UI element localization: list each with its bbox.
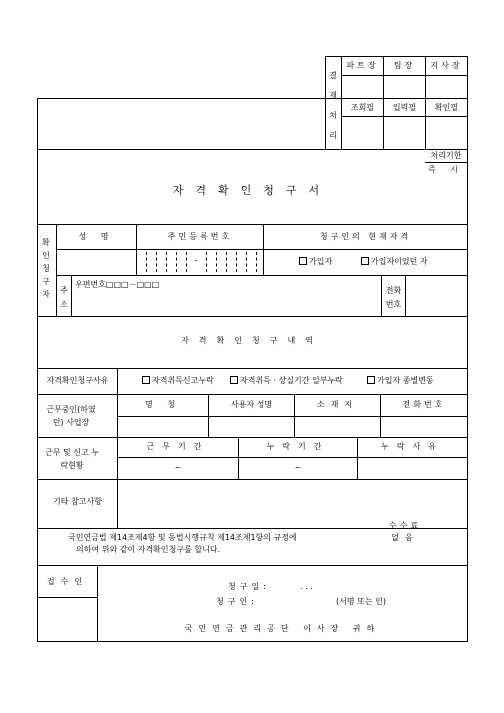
omission-label: 근무 및 신고 누락현황 xyxy=(45,448,99,470)
approval-part-leader: 파트장 xyxy=(346,61,379,70)
work-period-dash: ~ xyxy=(174,463,182,472)
rrn-dash: - xyxy=(194,256,198,265)
claim-date-label: 청구일: xyxy=(228,582,270,591)
omission-col-omitted-period: 누락기간 xyxy=(266,442,330,451)
name-label: 성 명 xyxy=(78,232,115,241)
approval-label: 결재처리 xyxy=(329,71,337,140)
checkbox[interactable] xyxy=(361,257,369,265)
claim-date-value[interactable]: . . . xyxy=(300,582,313,591)
deadline-label: 처리기한 xyxy=(430,151,462,160)
statement-line-2: 의하여 위와 같이 자격확인청구를 합니다. xyxy=(76,545,221,554)
checkbox[interactable] xyxy=(230,376,238,384)
current-status-label: 청구인의 현재자격 xyxy=(319,232,412,241)
workplace-label: 근무중인(하였던) 사업장 xyxy=(46,405,96,427)
approval-team-leader: 팀장 xyxy=(393,61,416,70)
phone-label: 전화번호 xyxy=(385,286,402,309)
checkbox[interactable] xyxy=(367,376,375,384)
omission-col-reason: 누락사유 xyxy=(381,442,444,451)
fee-label: 수수료 xyxy=(388,521,422,530)
statement-line-1: 국민연금법 제14조제4항 및 동법시행규칙 제14조제1항의 규정에 xyxy=(68,533,297,542)
details-heading: 자격확인청구내역 xyxy=(181,336,323,345)
status-option-member[interactable]: 가입자 xyxy=(299,257,332,267)
checkbox[interactable] xyxy=(142,376,150,384)
approval-inquiry-check: 조회필 xyxy=(350,103,375,112)
approval-branch-head: 지사장 xyxy=(430,61,463,70)
form-title: 자격확인청구서 xyxy=(172,184,332,197)
reason-option-omitted-report[interactable]: 자격취득신고누락 xyxy=(142,376,214,386)
workplace-col-employer: 사용자 성명 xyxy=(230,400,273,409)
approval-confirm-check: 확인필 xyxy=(434,103,459,112)
address-label: 주소 xyxy=(60,286,68,309)
fee-value: 없음 xyxy=(391,533,419,542)
claimant-label: 확인청구자 xyxy=(42,238,50,299)
signature-note: (서명 또는 인) xyxy=(336,597,386,606)
approval-input-check: 입력필 xyxy=(392,103,417,112)
name-value[interactable] xyxy=(60,256,132,270)
other-notes-label: 기타 참고사항 xyxy=(53,497,102,506)
status-option-former-member[interactable]: 가입자이었던 자 xyxy=(361,257,428,267)
claimant-sign-label: 청구인: xyxy=(216,597,258,606)
omission-col-work-period: 근무기간 xyxy=(146,442,210,451)
checkbox[interactable] xyxy=(299,257,307,265)
rrn-label: 주민등록번호 xyxy=(167,232,233,241)
receipt-label: 접수인 xyxy=(46,577,89,586)
reason-option-type-change[interactable]: 가입자 종별변동 xyxy=(367,376,434,386)
omitted-period-dash: ~ xyxy=(294,463,302,472)
workplace-col-location: 소재지 xyxy=(316,400,359,409)
addressee: 국민연금관리공단 이사장 귀하 xyxy=(184,624,381,633)
deadline-value: 즉 시 xyxy=(428,165,464,174)
workplace-col-name: 명 칭 xyxy=(145,400,181,409)
reason-label: 자격확인청구사유 xyxy=(46,376,109,385)
reason-option-partial-omission[interactable]: 자격취득 · 상실기간 일부누락 xyxy=(230,376,343,386)
workplace-col-phone: 전화번호 xyxy=(402,400,446,409)
postal-code[interactable]: 우편번호□□□－□□□ xyxy=(75,280,160,289)
